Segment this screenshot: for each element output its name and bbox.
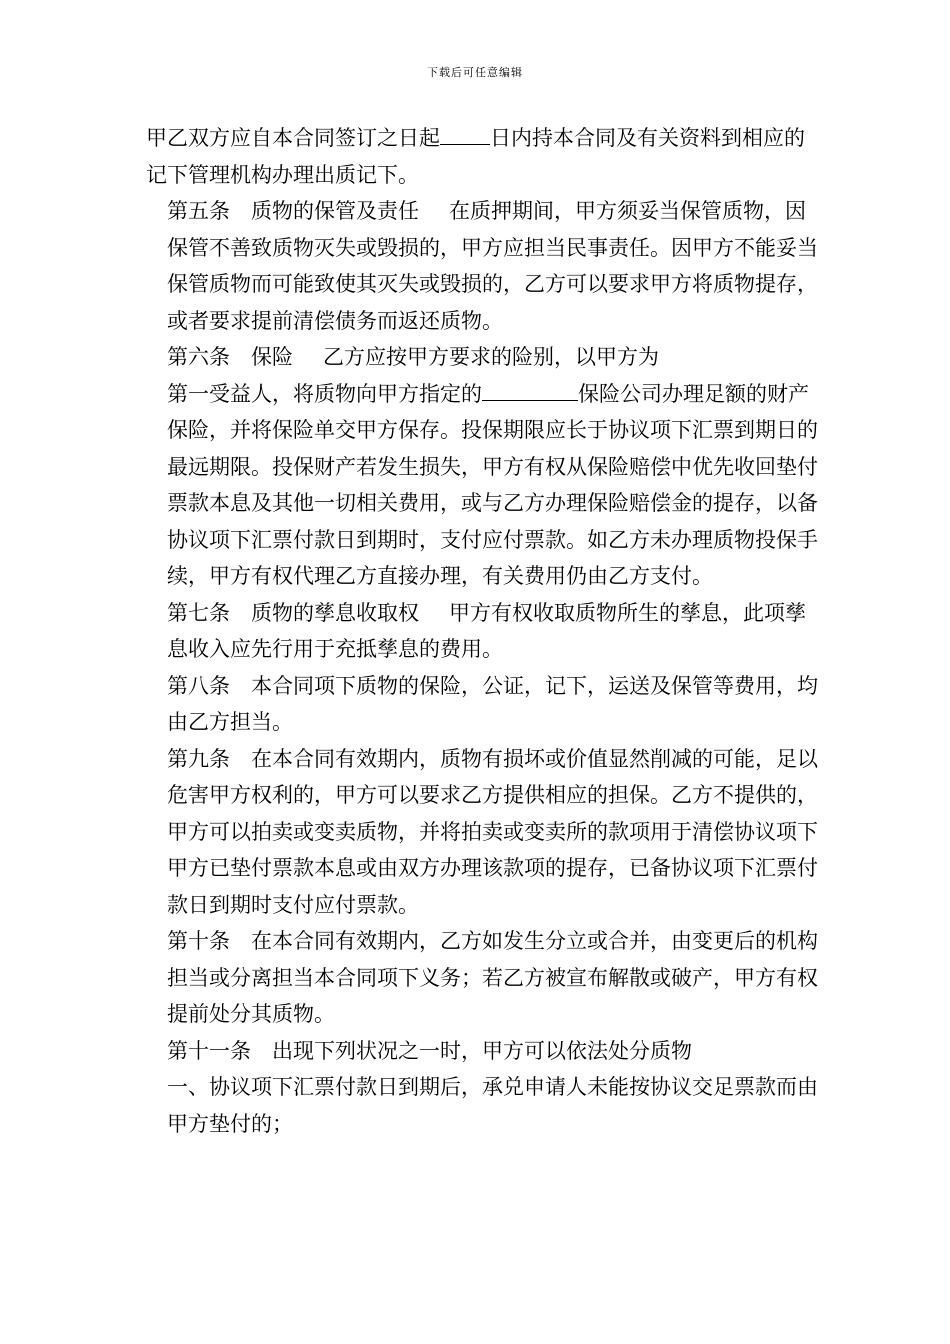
article-8 [146, 668, 820, 741]
article-text: 乙方应按甲方要求的险别，以甲方为 [323, 345, 659, 369]
paragraph-registration [146, 120, 820, 193]
document-body [146, 120, 820, 1142]
article-number: 第十条 [167, 929, 230, 953]
item-text: 一、协议项下汇票付款日到期后，承兑申请人未能按协议交足票款而由甲方垫付的； [167, 1075, 818, 1136]
article-9 [146, 741, 820, 924]
article-title: 保险 [251, 345, 293, 369]
article-number: 第十一条 [167, 1038, 251, 1063]
article-7 [146, 595, 820, 668]
article-5 [146, 193, 820, 339]
text: 日内持本合同及有关资料到相应的记下管理机构办理出质记下。 [146, 126, 805, 187]
article-number: 第九条 [167, 746, 230, 771]
article-text: 甲方有权收取质物所生的孳息，此项孳息收入应先行用于充抵孳息的费用。 [167, 600, 806, 661]
text: 甲乙双方应自本合同签订之日起 [146, 126, 440, 150]
article-number: 第七条 [167, 600, 230, 625]
article-text: 本合同项下质物的保险，公证，记下，运送及保管等费用，均由乙方担当。 [167, 673, 818, 734]
article-number: 第五条 [167, 199, 230, 223]
article-number: 第八条 [167, 673, 230, 698]
article-text: 出现下列状况之一时，甲方可以依法处分质物 [272, 1038, 692, 1063]
page-header: 下载后可任意编辑 [427, 66, 523, 79]
article-text: 在本合同有效期内，质物有损坏或价值显然削减的可能，足以危害甲方权利的，甲方可以要求乙方提供相应的担保。乙方不提供的，甲方可以拍卖或变卖质物，并将拍卖或变卖所的款项用于清偿协议项下甲方已垫付票款本息或由双方办理该款项的提存，已备协议项下汇票付款日到期时支付应付票款。 [167, 746, 818, 917]
article-6-continued [146, 376, 820, 595]
article-11-item-1 [146, 1069, 820, 1142]
text: 保险公司办理足额的财产保险，并将保险单交甲方保存。投保期限应长于协议项下汇票到期日的最远期限。投保财产若发生损失，甲方有权从保险赔偿中优先收回垫付票款本息及其他一切相关费用，或与乙方办理保险赔偿金的提存，以备协议项下汇票付款日到期时，支付应付票款。如乙方未办理质物投保手续，甲方有权代理乙方直接办理，有关费用仍由乙方支付。 [167, 381, 818, 588]
text: 第一受益人，将质物向甲方指定的 [167, 381, 482, 406]
article-number: 第六条 [167, 345, 230, 369]
article-title: 质物的孳息收取权 [251, 600, 419, 625]
article-text: 在本合同有效期内，乙方如发生分立或合并，由变更后的机构担当或分离担当本合同项下义务；若乙方被宣布解散或破产，甲方有权提前处分其质物。 [167, 929, 818, 1026]
article-text: 在质押期间，甲方须妥当保管质物，因保管不善致质物灭失或毁损的，甲方应担当民事责任。因甲方不能妥当保管质物而可能致使其灭失或毁损的，乙方可以要求甲方将质物提存，或者要求提前清偿债务而返还质物。 [167, 199, 818, 333]
article-title: 质物的保管及责任 [251, 199, 419, 223]
article-10 [146, 923, 820, 1033]
blank-insurer [482, 379, 578, 401]
article-11 [146, 1033, 820, 1070]
blank-days [440, 123, 490, 145]
article-6 [146, 339, 820, 376]
